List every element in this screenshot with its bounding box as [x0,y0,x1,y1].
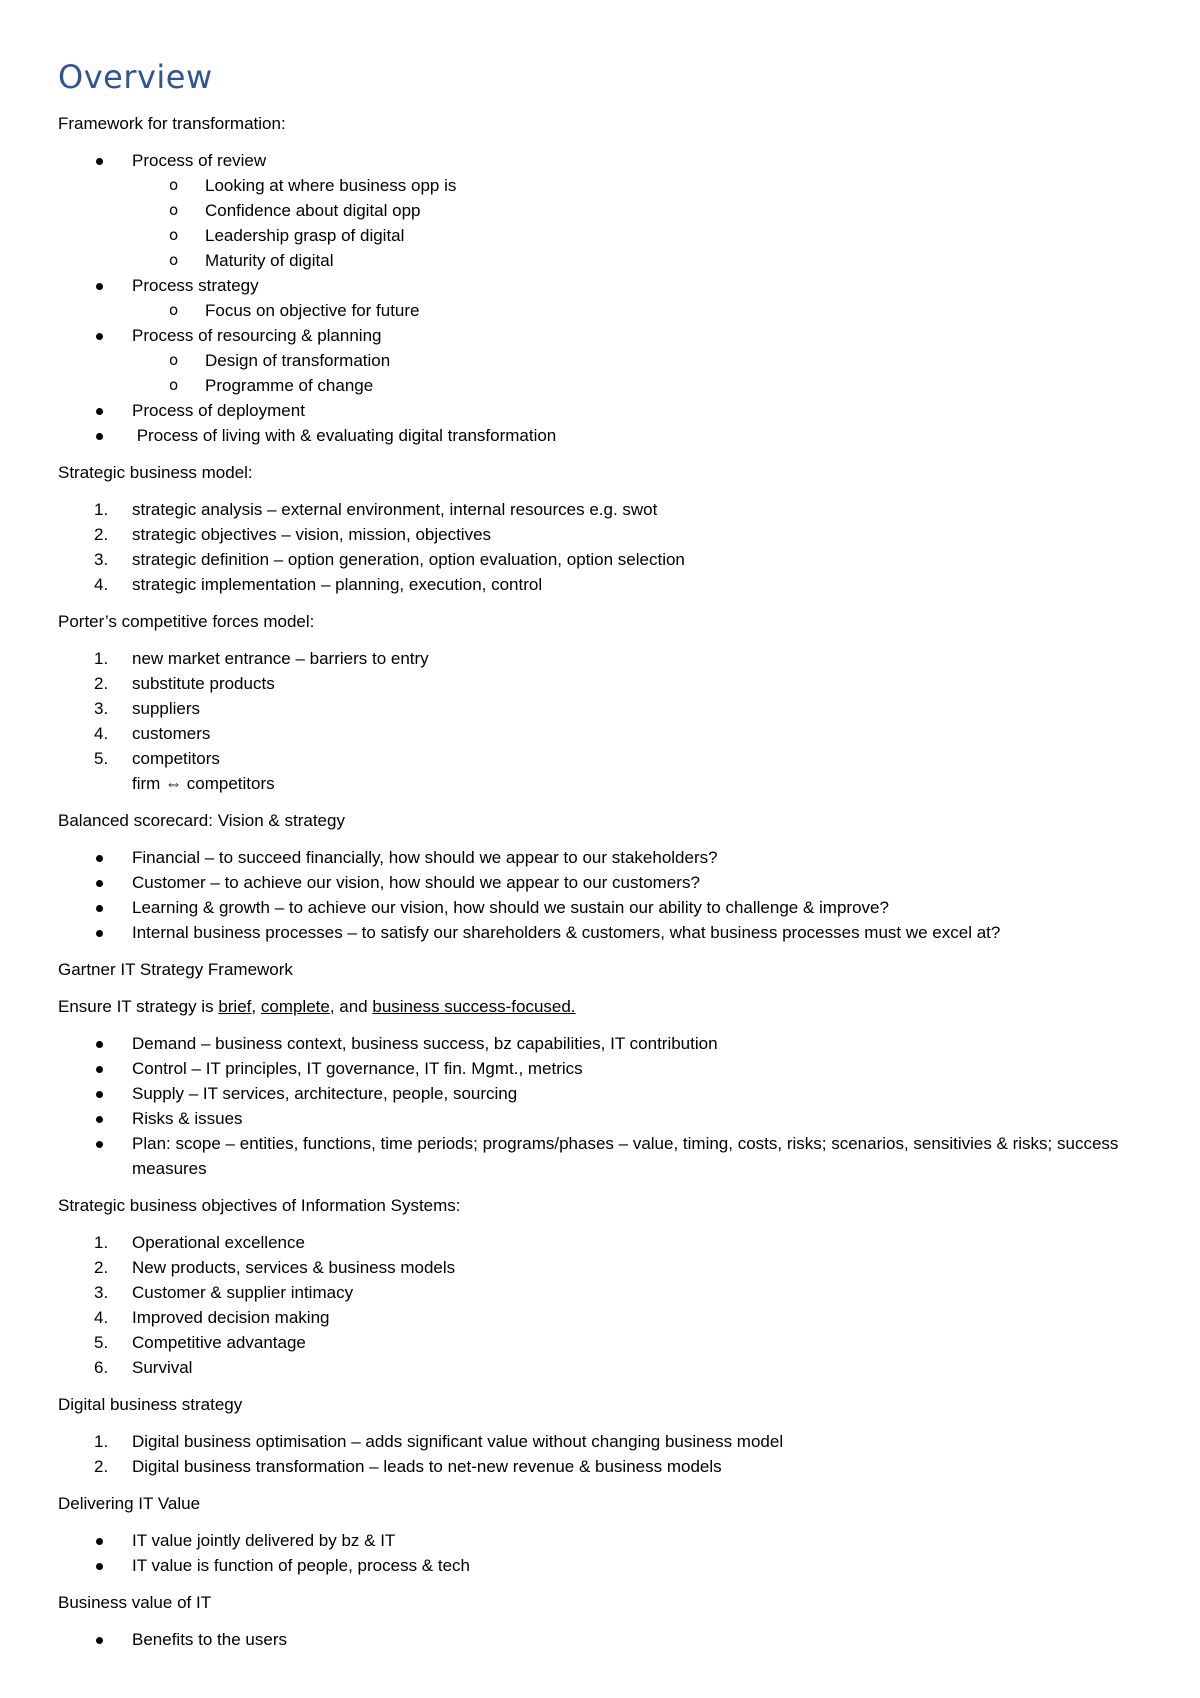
list-item: Risks & issues [132,1109,243,1128]
list-item: Process of deployment [132,401,305,420]
list-item-continuation: firm ⇔ competitors [132,774,275,793]
list-number: 2. [94,1457,109,1476]
delivering-list [58,1528,1158,1578]
section-heading-gartner: Gartner IT Strategy Framework [58,960,293,979]
list-item: 1. strategic analysis – external environment, internal resources e.g. swot [58,497,1158,522]
list-number: 4. [94,1308,109,1327]
list-item: Demand – business context, business success, bz capabilities, IT contribution [132,1034,718,1053]
framework-list [58,148,1158,448]
list-item: 2. strategic objectives – vision, mission, objectives [58,522,1158,547]
list-item: 3. strategic definition – option generation, option evaluation, option selection [58,547,1158,572]
list-number: 1. [94,500,109,519]
list-item: Process of living with & evaluating digital transformation [132,426,557,445]
list-item: Process of review [132,151,267,170]
section-heading-framework: Framework for transformation: [58,114,286,133]
sub-list-item: o Confidence about digital opp [58,198,1158,223]
scorecard-list [58,845,1158,945]
gartner-ensure-line: Ensure IT strategy is brief, complete, and business success-focused. [58,997,576,1016]
circle-bullet-icon: o [169,226,179,244]
sub-list-item: o Programme of change [58,373,1158,398]
list-item: Process of resourcing & planning [132,326,382,345]
section-heading-strategic-model: Strategic business model: [58,463,253,482]
list-item: Learning & growth – to achieve our vision, how should we sustain our ability to challenge & improve? [132,898,889,917]
section-heading-digital: Digital business strategy [58,1395,243,1414]
list-item: Customer – to achieve our vision, how should we appear to our customers? [132,873,700,892]
list-item: 1. new market entrance – barriers to entry [58,646,1158,671]
list-number: 3. [94,699,109,718]
list-item: 2. Digital business transformation – leads to net-new revenue & business models [58,1454,1158,1479]
page-title: Overview [58,58,213,96]
section-heading-porter: Porter’s competitive forces model: [58,612,315,631]
circle-bullet-icon: o [169,301,179,319]
section-heading-objectives: Strategic business objectives of Information Systems: [58,1196,461,1215]
objectives-list [58,1230,1158,1380]
underlined-brief: brief [218,997,252,1016]
list-item: IT value jointly delivered by bz & IT [132,1531,396,1550]
sub-list-item: o Maturity of digital [58,248,1158,273]
list-item: 1. Digital business optimisation – adds significant value without changing business model [58,1429,1158,1454]
underlined-success-focused: business success-focused. [372,997,576,1016]
list-number: 1. [94,649,109,668]
sub-list-item: o Design of transformation [58,348,1158,373]
list-item: Financial – to succeed financially, how should we appear to our stakeholders? [132,848,718,867]
list-item: 3. suppliers [58,696,1158,721]
porter-list [58,646,1158,796]
list-item: 4. strategic implementation – planning, execution, control [58,572,1158,597]
list-item: Supply – IT services, architecture, people, sourcing [132,1084,518,1103]
list-number: 3. [94,1283,109,1302]
strategic-model-list [58,497,1158,597]
business-value-list [58,1627,1158,1652]
circle-bullet-icon: o [169,176,179,194]
list-item: IT value is function of people, process & tech [132,1556,470,1575]
list-item: 2. New products, services & business models [58,1255,1158,1280]
list-number: 2. [94,1258,109,1277]
list-item: Control – IT principles, IT governance, IT fin. Mgmt., metrics [132,1059,583,1078]
list-number: 2. [94,674,109,693]
list-item: Plan: scope – entities, functions, time periods; programs/phases – value, timing, costs, risks; scenarios, sensitivies & risks; success measures [132,1134,1119,1178]
list-item: 3. Customer & supplier intimacy [58,1280,1158,1305]
list-number: 1. [94,1432,109,1451]
list-item: 4. customers [58,721,1158,746]
list-number: 3. [94,550,109,569]
document-body [58,52,1158,1664]
circle-bullet-icon: o [169,251,179,269]
sub-list-item: o Looking at where business opp is [58,173,1158,198]
sub-list-item: o Leadership grasp of digital [58,223,1158,248]
circle-bullet-icon: o [169,351,179,369]
list-item: Process strategy [132,276,259,295]
digital-list [58,1429,1158,1479]
underlined-complete: complete [260,997,330,1016]
list-item: Internal business processes – to satisfy our shareholders & customers, what business processes must we excel at? [132,923,1001,942]
list-item: 5. Competitive advantage [58,1330,1158,1355]
circle-bullet-icon: o [169,376,179,394]
list-number: 1. [94,1233,109,1252]
list-number: 2. [94,525,109,544]
section-heading-delivering: Delivering IT Value [58,1494,201,1513]
section-heading-scorecard: Balanced scorecard: Vision & strategy [58,811,345,830]
list-item: 4. Improved decision making [58,1305,1158,1330]
sub-list-item: o Focus on objective for future [58,298,1158,323]
list-number: 5. [94,1333,109,1352]
list-number: 6. [94,1358,109,1377]
list-number: 5. [94,749,109,768]
circle-bullet-icon: o [169,201,179,219]
list-number: 4. [94,575,109,594]
gartner-list [58,1031,1158,1181]
list-item: Benefits to the users [132,1630,287,1649]
list-item: 6. Survival [58,1355,1158,1380]
section-heading-business-value: Business value of IT [58,1593,212,1612]
list-item: 2. substitute products [58,671,1158,696]
list-item: 1. Operational excellence [58,1230,1158,1255]
list-number: 4. [94,724,109,743]
list-item: 5. competitors [58,746,1158,771]
